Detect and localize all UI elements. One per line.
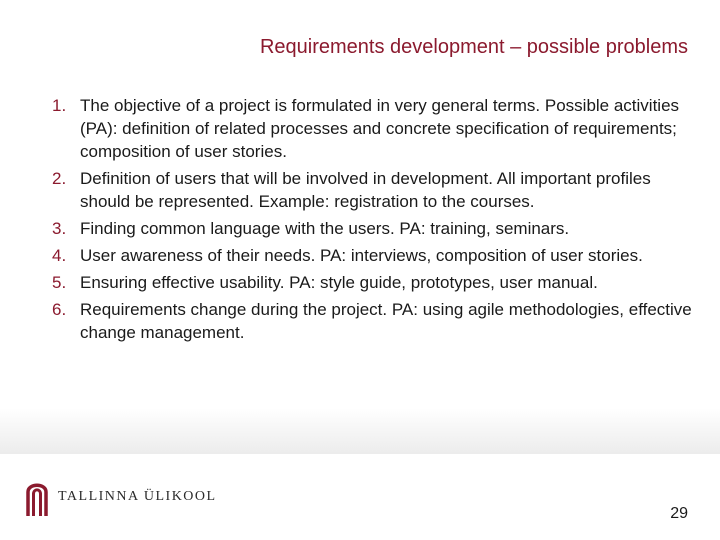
item-text: Requirements change during the project. PA: using agile methodologies, effective change management. [80, 300, 692, 342]
list-item [52, 167, 692, 213]
item-number: 4. [52, 246, 67, 265]
page-number: 29 [670, 505, 688, 522]
footer-gradient-band [0, 408, 720, 454]
item-number: 3. [52, 219, 67, 238]
item-text: The objective of a project is formulated in very general terms. Possible activities (PA): definition of related processes and concrete specification of requirements; composition of user stories. [80, 96, 680, 161]
item-text: User awareness of their needs. PA: interviews, composition of user stories. [80, 246, 643, 265]
list-item [52, 94, 692, 163]
item-number: 2. [52, 169, 67, 188]
item-number: 1. [52, 96, 67, 115]
list-item [52, 217, 692, 240]
item-text: Definition of users that will be involved in development. All important profiles should be represented. Example: registration to the courses. [80, 169, 651, 211]
problem-list [52, 94, 692, 348]
list-item [52, 244, 692, 267]
logo-text: TALLINNA ÜLIKOOL [58, 489, 217, 504]
item-text: Ensuring effective usability. PA: style guide, prototypes, user manual. [80, 273, 598, 292]
list-item [52, 298, 692, 344]
item-number: 6. [52, 300, 67, 319]
university-logo [26, 478, 217, 516]
item-number: 5. [52, 273, 67, 292]
list-item [52, 271, 692, 294]
item-text: Finding common language with the users. PA: training, seminars. [80, 219, 570, 238]
slide-title: Requirements development – possible problems [259, 36, 688, 58]
university-arch-icon [26, 478, 48, 516]
